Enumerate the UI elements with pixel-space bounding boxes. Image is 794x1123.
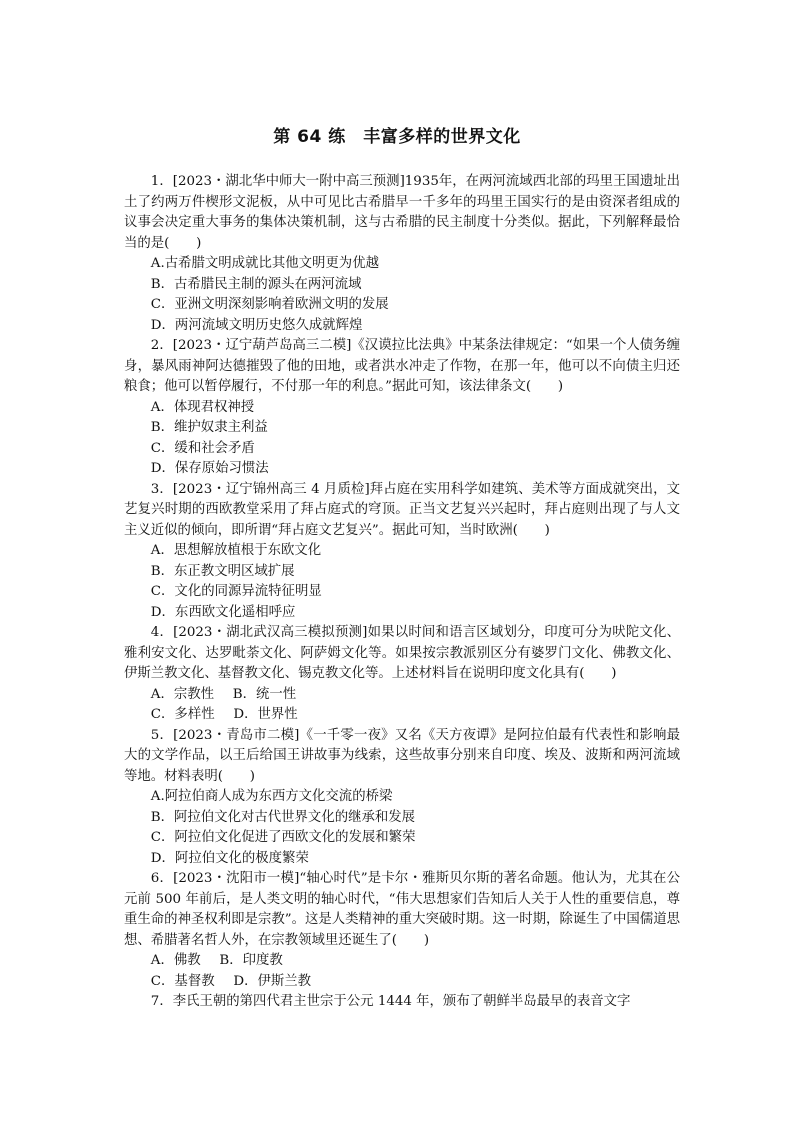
option-d: D．东西欧文化遥相呼应	[150, 604, 296, 620]
option-c: C．亚洲文明深刻影响着欧洲文明的发展	[150, 297, 389, 312]
question-stem: 6．[2023・沈阳市一模]“轴心时代”是卡尔・雅斯贝尔斯的著名命题。他认为，尤其在公元前 500 年前后，是人类文明的轴心时代，“伟大思想家们告知后人关于人性的重要信息，尊重生命的神圣权利即是宗教”。这是人类精神的重大突破时期。这一时期，除诞生了中国儒道思想、希腊著名哲人外，在宗教领域里还诞生了( )	[124, 871, 680, 948]
option-a: A．体现君权神授	[150, 399, 255, 415]
question-6	[124, 869, 680, 992]
option-b: B．统一性	[232, 686, 297, 702]
question-list	[124, 172, 680, 1013]
option-c: C．阿拉伯文化促进了西欧文化的发展和繁荣	[150, 830, 416, 845]
option-a: A．宗教性	[150, 686, 215, 702]
question-stem: 4．[2023・湖北武汉高三模拟预测]如果以时间和语言区域划分，印度可分为吠陀文化、雅利安文化、达罗毗荼文化、阿萨姆文化等。如果按宗教派别区分有婆罗门文化、佛教文化、伊斯兰教文化、基督教文化、锡克教文化等。上述材料旨在说明印度文化具有( )	[124, 625, 680, 681]
option-d: D．世界性	[233, 707, 298, 722]
question-1	[124, 172, 680, 336]
question-2	[124, 336, 680, 480]
option-c: C．文化的同源异流特征明显	[150, 584, 322, 599]
option-a: A.古希腊文明成就比其他文明更为优越	[150, 256, 379, 271]
option-row	[124, 972, 680, 993]
question-stem: 2．[2023・辽宁葫芦岛高三二模]《汉谟拉比法典》中某条法律规定：“如果一个人债务缠身，暴风雨神阿达德摧毁了他的田地，或者洪水冲走了作物，在那一年，他可以不向债主归还粮食；他可以暂停履行，不付那一年的利息。”据此可知，该法律条文( )	[124, 338, 680, 394]
question-3	[124, 480, 680, 624]
question-stem: 7．李氏王朝的第四代君主世宗于公元 1444 年，颁布了朝鲜半岛最早的表音文字	[150, 994, 631, 1009]
option-b: B．印度教	[219, 953, 283, 968]
option-row	[124, 685, 680, 706]
option-b: B．东正教文明区域扩展	[150, 563, 295, 579]
page-title: 第 64 练 丰富多样的世界文化	[273, 127, 521, 147]
option-d: D．伊斯兰教	[233, 973, 312, 989]
option-d: D．两河流域文明历史悠久成就辉煌	[150, 317, 363, 333]
question-stem: 3．[2023・辽宁锦州高三 4 月质检]拜占庭在实用科学如建筑、美术等方面成就突出，文艺复兴时期的西欧教堂采用了拜占庭式的穹顶。正当文艺复兴兴起时，拜占庭则出现了与人文主义近似的倾向，即所谓“拜占庭文艺复兴”。据此可知，当时欧洲( )	[124, 481, 680, 538]
question-4	[124, 623, 680, 726]
question-5	[124, 726, 680, 870]
question-stem: 1．[2023・湖北华中师大一附中高三预测]1935年，在两河流域西北部的玛里王国遗址出土了约两万件楔形文泥板，从中可见比古希腊早一千多年的玛里王国实行的是由资深者组成的议事会决定重大事务的集体决策机制，这与古希腊的民主制度十分类似。据此，下列解释最恰当的是( )	[124, 174, 680, 251]
option-d: D．阿拉伯文化的极度繁荣	[150, 850, 309, 866]
option-d: D．保存原始习惯法	[150, 461, 269, 476]
option-c: C．缓和社会矛盾	[150, 440, 255, 456]
question-7	[124, 992, 680, 1013]
option-b: B．阿拉伯文化对古代世界文化的继承和发展	[150, 809, 416, 825]
option-c: C．基督教	[150, 973, 215, 989]
option-row	[124, 705, 680, 726]
question-stem: 5．[2023・青岛市二模]《一千零一夜》又名《天方夜谭》是阿拉伯最有代表性和影响最大的文学作品，以王后给国王讲故事为线索，这些故事分别来自印度、埃及、波斯和两河流域等地。材料表明( )	[124, 727, 680, 784]
option-b: B．维护奴隶主利益	[150, 420, 268, 435]
option-row	[124, 951, 680, 972]
option-a: A．思想解放植根于东欧文化	[150, 543, 322, 558]
option-c: C．多样性	[150, 707, 215, 722]
option-b: B．古希腊民主制的源头在两河流域	[150, 276, 362, 292]
option-a: A.阿拉伯商人成为东西方文化交流的桥梁	[150, 789, 393, 804]
option-a: A．佛教	[150, 953, 201, 968]
